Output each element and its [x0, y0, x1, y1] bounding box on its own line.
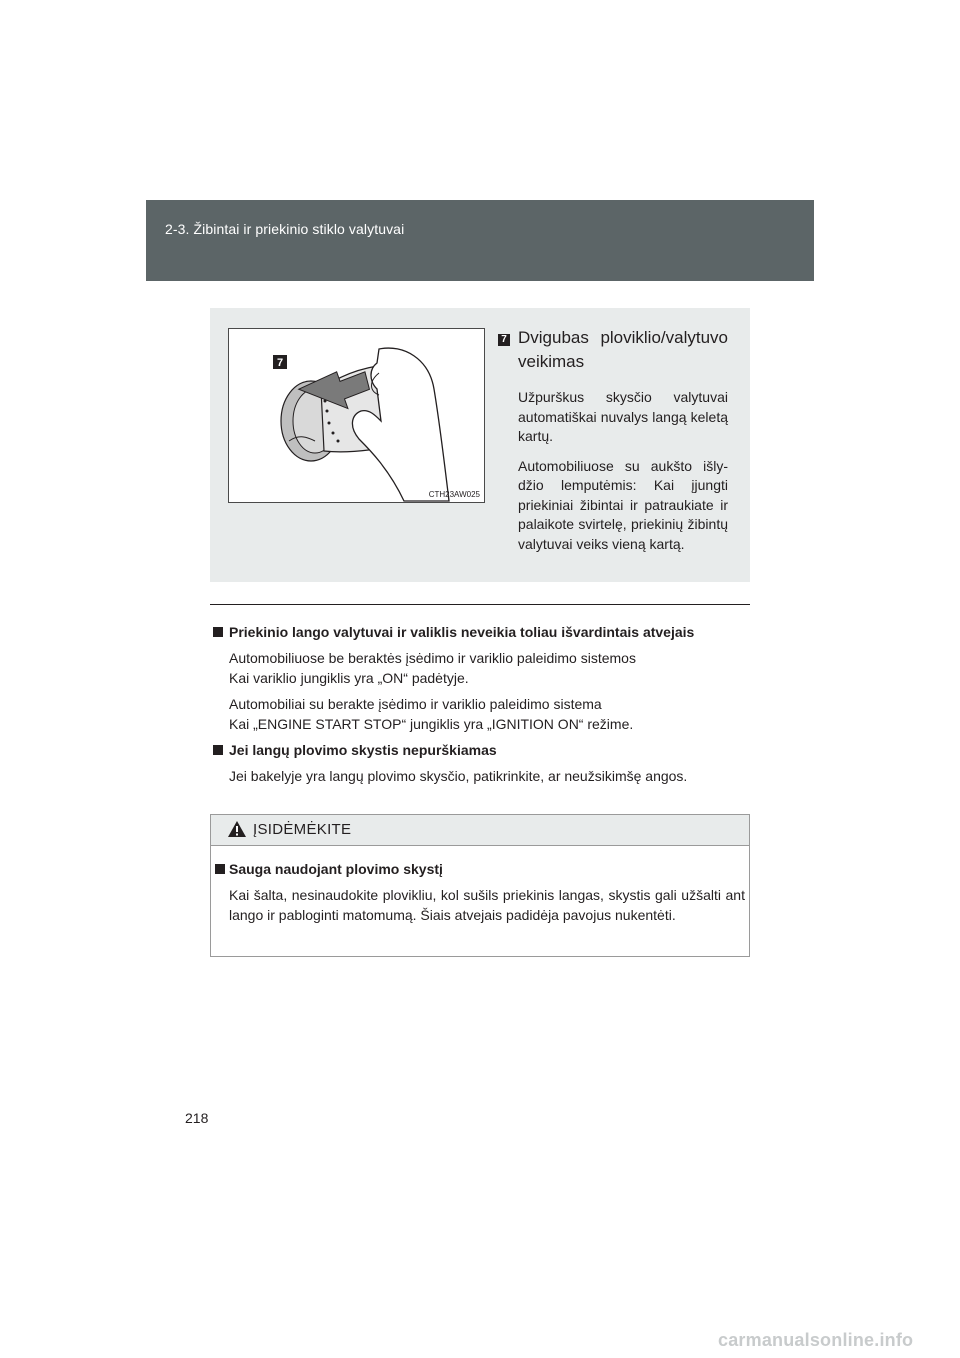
note-text: Jei bakelyje yra langų plovimo skysčio, patikrinkite, ar neužsikimšę angos.: [229, 768, 688, 784]
figure-paragraph: Automobiliuose su aukšto išly-džio lemputėmis: Kai įjungti priekiniai žibintai ir patraukiate ir palaikote svirtelę, priekinių žibintų valytuvai veiks vieną kartą.: [518, 457, 728, 552]
note-text: Kai „ENGINE START STOP“ jungiklis yra „IGNITION ON“ režime.: [229, 716, 634, 732]
page-number: 218: [185, 1110, 209, 1126]
note-text: Kai variklio jungiklis yra „ON“ padėtyje.: [229, 670, 469, 686]
note-subtitle: Automobiliuose be beraktės įsėdimo ir variklio paleidimo sistemos: [229, 650, 636, 666]
notes-section: [213, 622, 750, 786]
wiper-lever-illustration: [228, 328, 485, 503]
caution-box: [210, 814, 750, 957]
figure-heading: Dvigubas ploviklio/valytuvo veikimas: [518, 328, 728, 371]
note-title: Jei langų plovimo skystis nepurškiamas: [213, 740, 750, 760]
warning-triangle-icon: [227, 820, 247, 838]
note-subtitle: Automobiliai su berakte įsėdimo ir variklio paleidimo sistema: [229, 696, 602, 712]
bullet-square-icon: [215, 864, 225, 874]
callout-number-badge: 7: [498, 334, 510, 346]
caution-body: [215, 859, 745, 925]
bullet-square-icon: [213, 745, 223, 755]
caution-label: ĮSIDĖMĖKITE: [253, 821, 352, 838]
hand-pulling-lever-image: [229, 329, 484, 502]
caution-title: Sauga naudojant plovimo skystį: [215, 859, 745, 879]
bullet-square-icon: [213, 627, 223, 637]
caution-header: [211, 815, 749, 846]
divider: [210, 604, 750, 605]
callout-number-label: 7: [276, 357, 284, 369]
caution-text: Kai šalta, nesinaudokite plovikliu, kol sušils priekinis langas, skystis gali užšalti ant lango ir pabloginti matomumą. Šiais atvejais padidėja pavojus nukentėti.: [229, 887, 745, 923]
image-code: CTH23AW025: [428, 490, 480, 499]
note-title: Priekinio lango valytuvai ir valiklis neveikia toliau išvardintais atvejais: [213, 622, 750, 642]
watermark: carmanualsonline.info: [718, 1330, 914, 1350]
figure-paragraph: Užpurškus skysčio valytuvai automatiškai nuvalys langą keletą kartų.: [518, 389, 728, 444]
figure-panel: [210, 308, 750, 582]
section-title: 2-3. Žibintai ir priekinio stiklo valytuvai: [165, 221, 405, 237]
section-header: [146, 200, 814, 281]
figure-description: [498, 326, 728, 554]
